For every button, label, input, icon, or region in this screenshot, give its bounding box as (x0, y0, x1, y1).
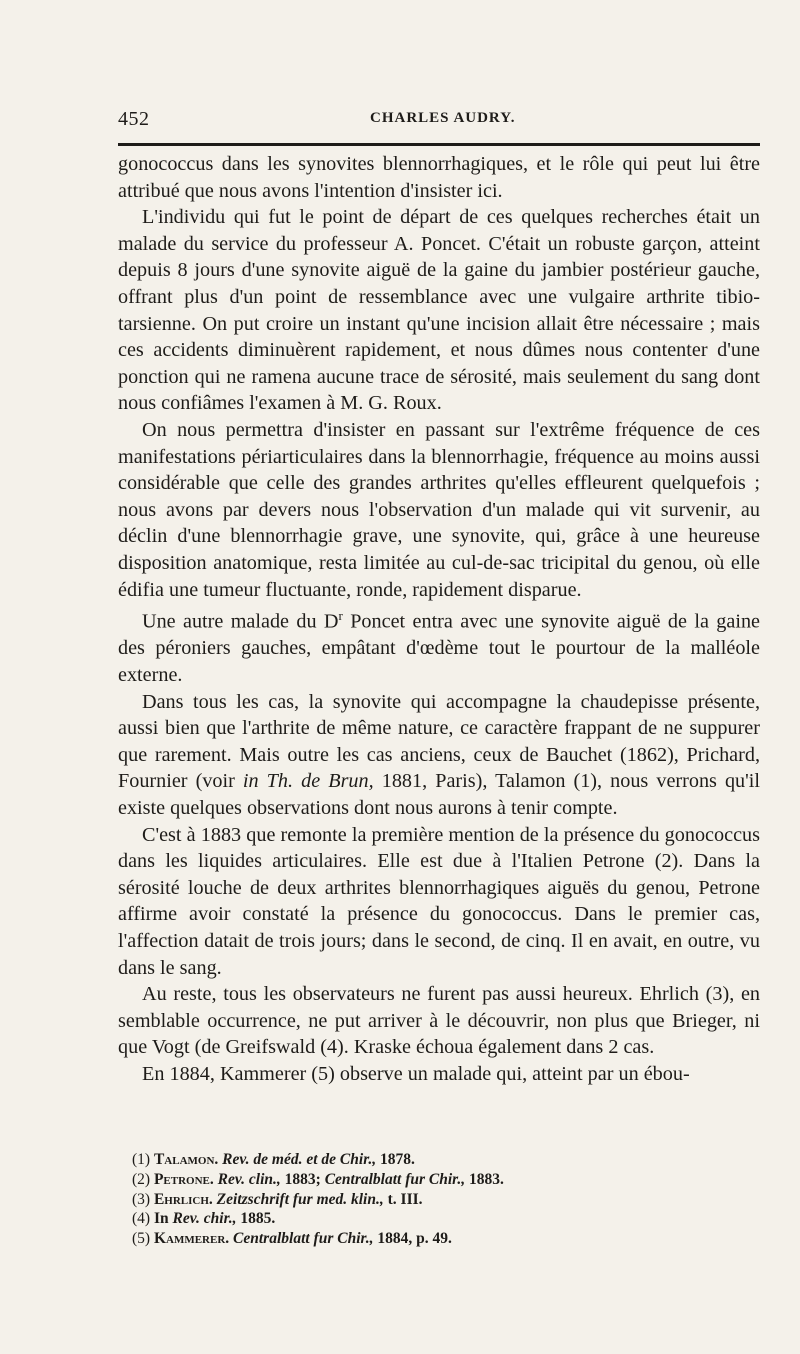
running-head: CHARLES AUDRY. (370, 110, 516, 126)
footnote-number: (1) (132, 1151, 151, 1168)
paragraph-3: On nous permettra d'insister en passant sur l'extrême fréquence de ces manifestations périarticulaires dans la blennorrhagie, fréquence au moins aussi considérable que celle des grandes arthrites qu'elles effleurent quelquefois ; nous avons par devers nous l'observation d'un malade qui vit survenir, au déclin d'une blennorrhagie grave, une synovite, qui, grâce à une heureuse disposition anatomique, resta limitée au cul-de-sac tricipital du genou, où elle édifia une tumeur fluctuante, ronde, rapidement disparue. (118, 418, 760, 601)
footnote-reference: Zeitzschrift fur med. klin., (216, 1190, 384, 1208)
paragraph-5-start: Dans tous les cas, la synovite qui accompagne la chaudepisse présente, aussi bien que l'arthrite de même nature, ce caractère frappant de ne suppurer que rarement. Mais outre les cas anciens, ceux de Bauchet (1862), Prichard, Fournier (voir (118, 690, 760, 793)
doctor-superscript: r (338, 608, 343, 624)
footnote-reference: Centralblatt fur Chir., (233, 1230, 374, 1248)
footnote-author: Ehrlich. (153, 1190, 213, 1208)
footnote-author: Kammerer. (153, 1230, 230, 1248)
paragraph-4-end: Poncet entra avec une synovite aiguë de la gaine des péroniers gauches, empâtant d'œdème tout le pourtour de la malléole externe. (118, 610, 760, 687)
footnote-year: 1885. (240, 1210, 276, 1228)
paragraph-5-end: 1881, Paris), Talamon (1), nous verrons qu'il existe quelques observations dont nous aurons à tenir compte. (118, 770, 761, 819)
paragraph-1: gonococcus dans les synovites blennorrhagiques, et le rôle qui peut lui être attribué que nous avons l'intention d'insister ici. (118, 153, 760, 202)
footnote-reference: Rev. chir., (172, 1210, 237, 1228)
footnote-number: (2) (132, 1170, 151, 1188)
footnote-4 (118, 1209, 760, 1229)
footnote-author: In (153, 1210, 169, 1228)
footnote-number: (4) (132, 1210, 151, 1228)
paragraph-5-italic: in Th. de Brun, (242, 770, 374, 793)
footnote-reference: Rev. de méd. et de Chir., (222, 1151, 377, 1168)
paragraph-5 (118, 689, 760, 822)
footnote-2 (118, 1170, 760, 1190)
paragraph-8: En 1884, Kammerer (5) observe un malade qui, atteint par un ébou- (142, 1062, 690, 1085)
page-number: 452 (118, 108, 150, 130)
footnote-year: 1883; (284, 1170, 325, 1188)
footnote-5 (118, 1229, 760, 1249)
footnotes (118, 1150, 760, 1249)
paragraph-6: C'est à 1883 que remonte la première mention de la présence du gonococcus dans les liquides articulaires. Elle est due à l'Italien Petrone (2). Dans la sérosité louche de deux arthrites blennorrhagiques aiguës du genou, Petrone affirme avoir constaté la présence du gonococcus. Dans le premier cas, l'affection datait de trois jours; dans le second, de cinq. Il en avait, en outre, vu dans le sang. (118, 823, 760, 979)
footnote-1 (118, 1150, 760, 1170)
page-header (118, 108, 758, 138)
footnote-year-2: 1883. (469, 1170, 504, 1188)
body-text (118, 151, 760, 1088)
paragraph-7: Au reste, tous les observateurs ne furent pas aussi heureux. Ehrlich (3), en semblable occurrence, ne put arriver à le découvrir, non plus que Brieger, ni que Vogt (de Greifswald (4). Kraske échoua également dans 2 cas. (118, 983, 760, 1059)
footnote-reference: Rev. clin., (217, 1170, 281, 1188)
paragraph-4-start: Une autre malade du D (142, 610, 339, 633)
footnote-volume: t. III. (387, 1190, 423, 1208)
footnote-number: (3) (132, 1190, 151, 1208)
footnote-year: 1878. (380, 1151, 415, 1168)
footnote-author: Talamon. (153, 1151, 219, 1168)
footnote-3 (118, 1190, 760, 1210)
header-rule (118, 143, 760, 146)
paragraph-4 (118, 603, 760, 689)
footnote-year: 1884, p. 49. (377, 1230, 452, 1248)
footnote-reference-2: Centralblatt fur Chir., (324, 1170, 466, 1188)
footnote-number: (5) (132, 1230, 151, 1248)
paragraph-2: L'individu qui fut le point de départ de ces quelques recherches était un malade du service du professeur A. Poncet. C'était un robuste garçon, atteint depuis 8 jours d'une synovite aiguë de la gaine du jambier postérieur gauche, offrant plus d'un point de ressemblance avec une vulgaire arthrite tibio-tarsienne. On put croire un instant qu'une incision allait être nécessaire ; mais ces accidents diminuèrent rapidement, et nous dûmes nous contenter d'une ponction qui ne ramena aucune trace de sérosité, mais seulement du sang dont nous confiâmes l'examen à M. G. Roux. (118, 206, 760, 415)
footnote-author: Petrone. (153, 1170, 214, 1188)
